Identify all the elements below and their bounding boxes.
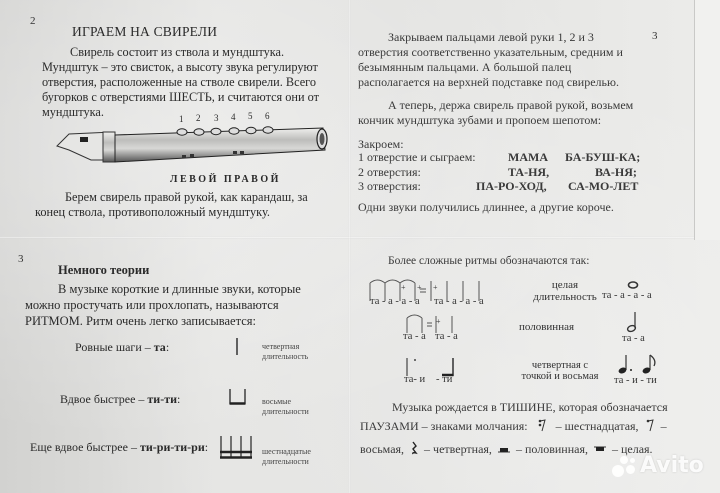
label-line: точкой и восьмая: [521, 371, 599, 382]
rhythm-row-eighth: [60, 392, 180, 407]
mouth-line: А теперь, держа свирель правой рукой, возьмем: [388, 98, 634, 112]
conclusion-text: Одни звуки получились длиннее, а другие короче.: [358, 200, 614, 214]
hole-number: 6: [265, 111, 270, 121]
exercise-row: [358, 179, 668, 194]
hold-paragraph: [35, 190, 330, 220]
intro-line: мундштука.: [42, 105, 104, 119]
eighth-rest-icon: [646, 418, 654, 432]
theory-paragraph: [25, 281, 329, 329]
silence-text: – четвертная,: [424, 442, 492, 456]
close-line: Закрываем пальцами левой руки 1, 2 и 3: [388, 30, 594, 44]
dotted-syllables-left: та- и: [404, 374, 426, 385]
paper-edge: [694, 0, 720, 240]
hole-number: 5: [248, 111, 253, 121]
exercise-word: БА-БУШ-КА;: [565, 150, 641, 164]
close-label: Закроем:: [358, 137, 404, 151]
note-label: длительность: [262, 352, 309, 361]
whole-note-syllables: та - а - а - а: [602, 290, 652, 301]
theory-line: можно простучать или прохлопать, называются: [25, 298, 279, 312]
half-syllables-mid: та - а: [435, 331, 458, 342]
dotted-quarter-eighth-icon: [617, 353, 659, 375]
close-line: располагается на верхней подставке под свирелью.: [358, 75, 619, 89]
exercise-word: ВА-НЯ;: [595, 164, 637, 179]
rhythm-note: [262, 342, 308, 362]
silence-text: – целая.: [611, 442, 653, 456]
quarter-note-icon: [232, 338, 242, 356]
note-label: длительности: [262, 457, 309, 466]
exercise-word: ТА-НЯ,: [508, 164, 550, 179]
silence-text: ПАУЗАМИ – знаками молчания:: [360, 419, 528, 433]
hole-number: 3: [214, 113, 219, 123]
dotted-label: [500, 360, 620, 382]
half-syllables-left: та - а: [403, 331, 426, 342]
mouth-paragraph: [358, 98, 658, 128]
horizontal-fold: [0, 236, 720, 239]
exercise-word: СА-МО-ЛЕТ: [568, 179, 639, 193]
rhythm-syllable: ти-ти: [147, 392, 178, 406]
exercise-holes: 2 отверстия:: [358, 164, 421, 179]
hold-line: Берем свирель правой рукой, как карандаш, за: [65, 190, 308, 204]
close-paragraph: [358, 30, 658, 90]
note-label: длительности: [262, 407, 309, 416]
flute-illustration: [55, 110, 330, 170]
note-label: восьмые: [262, 397, 292, 406]
tie-plus: +: [433, 283, 438, 292]
silence-text: –: [660, 419, 667, 433]
rhythm-suffix: :: [177, 392, 181, 406]
whole-syllables-mid: та - а - а - а: [434, 296, 484, 307]
rhythm-syllable: та: [153, 340, 166, 354]
tie-plus: +: [436, 317, 441, 326]
dotted-syllables-mid: - ти: [436, 374, 453, 385]
avito-logo-icon: [612, 455, 636, 477]
note-label: четвертная: [262, 342, 300, 351]
whole-label: [530, 279, 600, 303]
tie-plus: +: [417, 283, 422, 292]
exercise-word: ПА-РО-ХОД,: [476, 179, 547, 193]
intro-line: бугорков с отверстиями ШЕСТЬ, и считаются они от: [42, 90, 320, 104]
whole-rest-icon: [594, 445, 606, 453]
section-title: Немного теории: [58, 263, 150, 277]
theory-line: В музыке короткие и длинные звуки, которые: [58, 282, 301, 296]
close-line: безымянным пальцами. А большой палец: [358, 60, 572, 74]
exercise-word: МАМА: [508, 150, 548, 164]
silence-line-2: [360, 418, 667, 434]
whole-syllables-left: та - а - а - а: [370, 296, 420, 307]
dotted-note-syllables: та - и - ти: [614, 375, 657, 386]
hold-line: конец ствола, противоположный мундштуку.: [35, 205, 270, 219]
half-note-syllables: та - а: [622, 333, 645, 344]
tie-plus: +: [401, 283, 406, 292]
intro-line: отверстия, расположенные на стволе свирели. Всего: [42, 75, 317, 89]
rhythm-note: [262, 447, 311, 467]
whole-note-icon: [627, 281, 639, 289]
intro-line: Свирель состоит из ствола и мундштука.: [70, 45, 285, 59]
label-line: целая: [551, 279, 579, 291]
rhythm-syllable: ти-ри-ти-ри: [139, 440, 205, 454]
rhythm-text: Еще вдвое быстрее –: [30, 440, 140, 454]
rhythm-text: Ровные шаги –: [75, 340, 154, 354]
label-line: четвертная с: [531, 360, 589, 371]
mouth-line: кончик мундштука зубами и пропоем шепотом:: [358, 113, 602, 127]
note-label: шестнадцатые: [262, 447, 311, 456]
hand-caption: ЛЕВОЙ ПРАВОЙ: [170, 174, 281, 185]
exercise-row: [358, 165, 668, 180]
hole-number: 4: [231, 112, 236, 122]
theory-line: РИТМОМ. Ритм очень легко записывается:: [25, 314, 256, 328]
exercise-row: [358, 150, 668, 165]
half-rest-icon: [498, 445, 510, 453]
half-note-icon: [625, 311, 639, 333]
quarter-rest-icon: [410, 441, 418, 455]
hole-number: 1: [179, 114, 184, 124]
page-number: 3: [18, 253, 24, 265]
silence-line-1: Музыка рождается в ТИШИНЕ, которая обозначается: [392, 400, 668, 414]
hole-number: 2: [196, 113, 201, 123]
sixteenth-notes-icon: [219, 435, 253, 461]
page-title: ИГРАЕМ НА СВИРЕЛИ: [72, 24, 218, 39]
sixteenth-rest-icon: [537, 418, 547, 432]
silence-text: – половинная,: [515, 442, 588, 456]
watermark-text: Avito: [640, 453, 704, 478]
flute-icon: [55, 110, 330, 170]
corner-number: 3: [652, 30, 658, 42]
rhythm-suffix: :: [165, 340, 170, 354]
half-label: половинная: [519, 321, 575, 333]
silence-line-3: [360, 441, 653, 457]
page-number: 2: [30, 15, 36, 27]
rhythm-note: [262, 397, 309, 417]
exercise-holes: 1 отверстие и сыграем:: [358, 150, 476, 164]
rhythm-row-quarter: [75, 340, 169, 355]
rhythm-text: Вдвое быстрее –: [60, 392, 148, 406]
vertical-fold: [348, 0, 351, 493]
exercise-list: [358, 150, 668, 194]
intro-paragraph: [42, 45, 328, 120]
avito-watermark: [612, 453, 704, 478]
label-line: длительность: [533, 291, 597, 303]
silence-text: – шестнадцатая,: [555, 419, 639, 433]
complex-rhythms-title: Более сложные ритмы обозначаются так:: [388, 255, 590, 267]
intro-line: Мундштук – это свисток, а высоту звука регулируют: [42, 60, 318, 74]
eighth-notes-icon: [228, 388, 248, 406]
rhythm-row-sixteenth: [30, 440, 208, 455]
close-line: отверстия соответственно указательным, средним и: [358, 45, 623, 59]
silence-text: восьмая,: [360, 442, 405, 456]
exercise-holes: 3 отверстия:: [358, 179, 421, 193]
rhythm-suffix: :: [204, 440, 209, 454]
